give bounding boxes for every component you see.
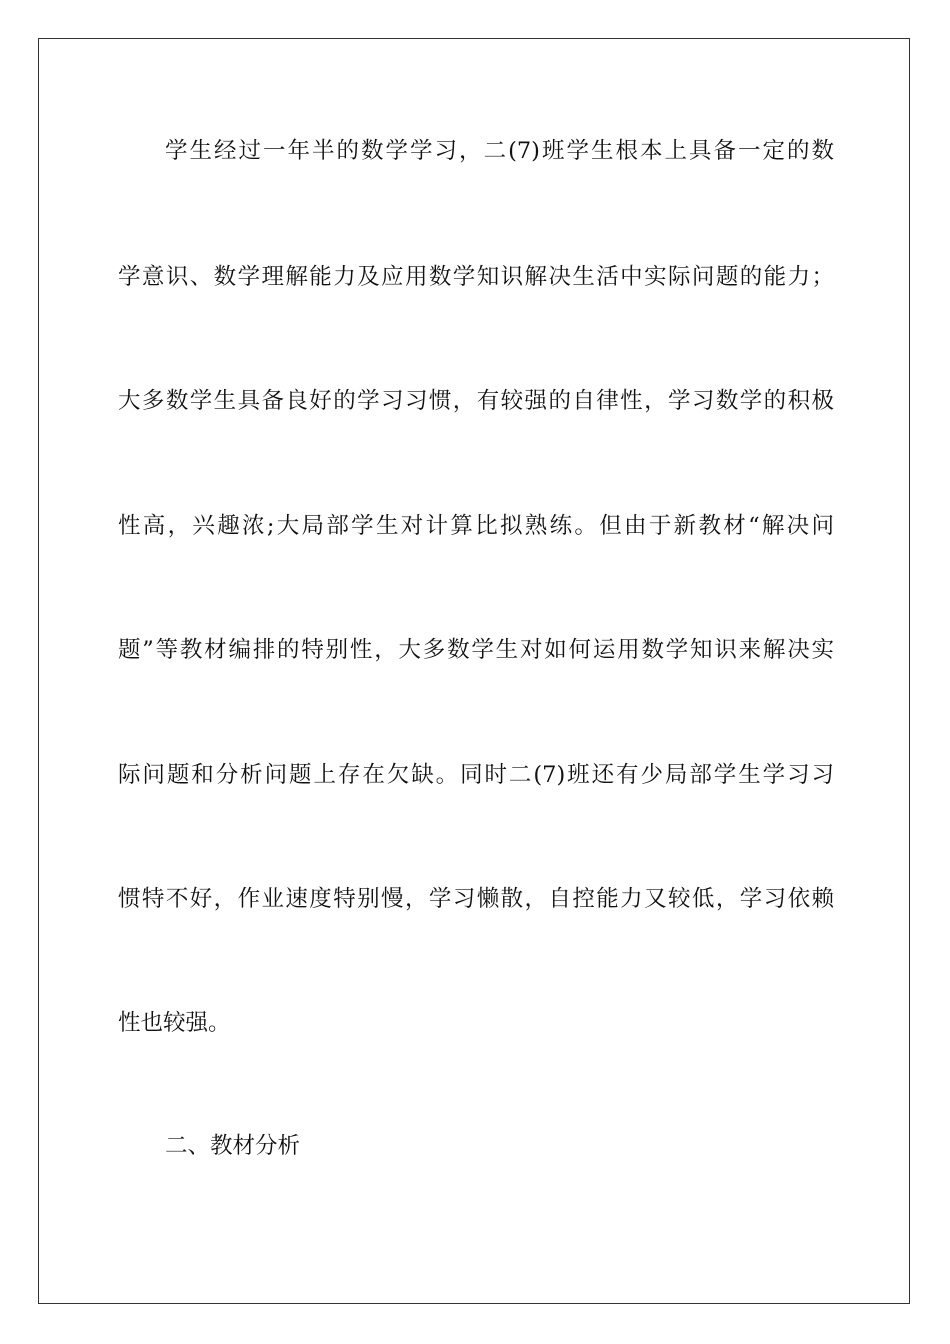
paragraph-line-1: 学生经过一年半的数学学习，二(7)班学生根本上具备一定的数 [165,138,834,164]
page-frame [38,38,910,1304]
paragraph-line-8: 性也较强。 [118,1010,231,1036]
paragraph-line-2: 学意识、数学理解能力及应用数学知识解决生活中实际问题的能力； [118,264,834,290]
paragraph-line-5: 题”等教材编排的特别性，大多数学生对如何运用数学知识来解决实 [118,637,834,663]
section-heading: 二、教材分析 [165,1133,301,1159]
paragraph-line-4: 性高，兴趣浓;大局部学生对计算比拟熟练。但由于新教材“解决问 [118,513,834,539]
paragraph-line-6: 际问题和分析问题上存在欠缺。同时二(7)班还有少局部学生学习习 [118,762,834,788]
paragraph-line-7: 惯特不好，作业速度特别慢，学习懒散，自控能力又较低，学习依赖 [118,886,834,912]
paragraph-line-3: 大多数学生具备良好的学习习惯，有较强的自律性，学习数学的积极 [118,388,834,414]
